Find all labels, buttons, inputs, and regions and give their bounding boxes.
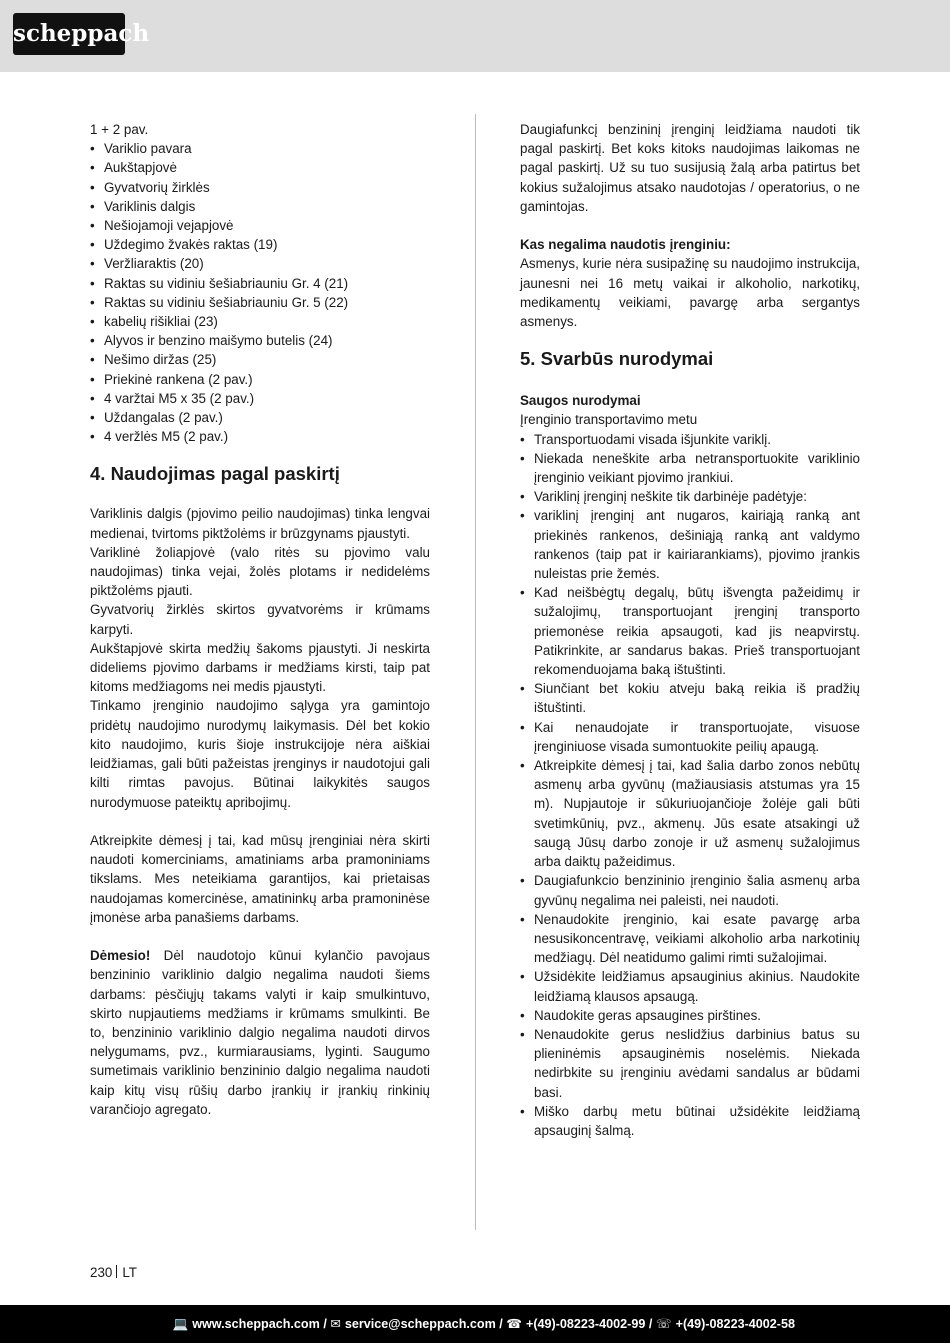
safety-list (520, 430, 860, 1141)
list-item: • Transportuodami visada išjunkite variklį. (520, 430, 860, 449)
attention-text: Dėl naudotojo kūnui kylančio pavojaus benzininio variklinio dalgio negalima naudoti šiems darbams: pėsčiųjų takams valyti ir kaip smulkintuvo, skirto nupjautiems medžiams ir krūmams smulkinti. Be to, benzininio variklinio dalgio negalima naudoti dirvos nelygumams, pvz., kurmiarausiams, lyginti. Saugumo sumetimais variklinio benzininio dalgio negalima naudoti kaip kitų visų rūšių darbo įrankių ir įrankių rinkinių varančiojo agregato. (90, 948, 430, 1117)
list-item: • Nenaudokite įrenginio, kai esate pavargę arba nesusikoncentravę, veikiami alkoholio arba narkotinių medžiagų. Dėl neatidumo galimi rimti sužalojimai. (520, 910, 860, 968)
list-item: • Variklinis dalgis (90, 197, 430, 216)
phone-icon: ☎ (506, 1317, 522, 1331)
footer-separator: / (319, 1317, 331, 1331)
intended-use-paragraph: Aukštapjovė skirta medžių šakoms pjaustyti. Ji neskirta dideliems pjovimo darbams ir medžiams kirsti, taip pat kitoms medžiagoms nei medis pjaustyti. (90, 640, 430, 695)
computer-icon: 💻 (172, 1317, 189, 1331)
fax-icon: ☏ (655, 1317, 672, 1331)
page-header (0, 0, 950, 72)
list-item: • Priekinė rankena (2 pav.) (90, 370, 430, 389)
list-item: • Alyvos ir benzino maišymo butelis (24) (90, 331, 430, 350)
list-item: • Nešiojamoji vejapjovė (90, 216, 430, 235)
list-item: • Raktas su vidiniu šešiabriauniu Gr. 5 (22) (90, 293, 430, 312)
list-item: • 4 veržlės M5 (2 pav.) (90, 427, 430, 446)
restricted-users-text: Asmenys, kurie nėra susipažinę su naudojimo instrukcija, jaunesni nei 16 metų vaikai ir alkoholio, narkotikų, medikamentų veikiami, pavargę arba sergantys asmenys. (520, 256, 860, 330)
footer-fax: +(49)-08223-4002-58 (675, 1317, 795, 1331)
intended-use-paragraph: Tinkamo įrenginio naudojimo sąlyga yra gamintojo pridėtų naudojimo nurodymų laikymasis. Dėl bet kokio kito naudojimo, kuris šioje instrukcijoje nėra aiškiai leidžiamas, gali būti pažeistas įrenginys ir naudotojui gali kilti rimtas pavojus. Būtinai laikykitės saugos nurodymuose pateiktų apribojimų. (90, 698, 430, 810)
list-item: • Daugiafunkcio benzininio įrenginio šalia asmenų arba gyvūnų negalima nei paleisti, nei naudoti. (520, 871, 860, 909)
list-item: • Kai nenaudojate ir transportuojate, visuose įrenginiuose visada sumontuokite peilių apaugą. (520, 718, 860, 756)
footer-website[interactable]: www.scheppach.com (192, 1317, 320, 1331)
column-divider (475, 114, 476, 1230)
page-footer (0, 1305, 950, 1343)
footer-phone: +(49)-08223-4002-99 (525, 1317, 646, 1331)
list-item: • 4 varžtai M5 x 35 (2 pav.) (90, 389, 430, 408)
intended-use-paragraph: Gyvatvorių žirklės skirtos gyvatvorėms ir krūmams karpyti. (90, 602, 430, 637)
section-5-heading: 5. Svarbūs nurodymai (520, 348, 714, 370)
list-item: • Naudokite geras apsaugines pirštines. (520, 1006, 860, 1025)
attention-label: Dėmesio! (90, 948, 151, 964)
footer-separator: / (645, 1317, 656, 1331)
safety-heading (520, 391, 860, 410)
list-item: • Uždangalas (2 pav.) (90, 408, 430, 427)
list-item: • variklinį įrenginį ant nugaros, kairiąją ranką ant priekinės rankenos, dešiniąją ranką ant valdymo rankenos (taip pat ir kairiarankiams), pjovimo įrankis nuleistas prie žemės. (520, 506, 860, 583)
transport-subheading: Įrenginio transportavimo metu (520, 412, 698, 428)
right-column (520, 120, 860, 1140)
list-item: • Niekada neneškite arba netransportuokite variklinio įrenginio veikiant pjovimo įrankiui. (520, 449, 860, 487)
list-item: • Kad neišbėgtų degalų, būtų išvengta pažeidimų ir sužalojimų, transportuojant įrenginį transporto priemonėse reikia apsaugoti, kad jis neapvirstų. Patikrinkite, ar sandarus bakas. Prieš transportuojant rekomenduojama baką ištuštinti. (520, 583, 860, 679)
list-item: • Uždegimo žvakės raktas (19) (90, 235, 430, 254)
list-item: • kabelių rišikliai (23) (90, 312, 430, 331)
page-number (90, 1265, 137, 1280)
page-number-value: 230 (90, 1265, 113, 1280)
list-item: • Siunčiant bet kokiu atveju baką reikia iš pradžių ištuštinti. (520, 679, 860, 717)
page-number-separator (116, 1265, 117, 1278)
list-item: • Variklinį įrenginį neškite tik darbinėje padėtyje: (520, 487, 860, 506)
list-item: • Nešimo diržas (25) (90, 350, 430, 369)
intended-use-paragraph: Variklinė žoliapjovė (valo ritės su pjovimo valu naudojimas) tinka vejai, žolės plotams ir nedidelėms piktžolėms pjauti. (90, 544, 430, 599)
list-item: • Gyvatvorių žirklės (90, 178, 430, 197)
restricted-users-heading (520, 235, 860, 254)
list-item: • Raktas su vidiniu šešiabriauniu Gr. 4 (21) (90, 274, 430, 293)
list-item: • Veržliaraktis (20) (90, 254, 430, 273)
footer-email[interactable]: service@scheppach.com (344, 1317, 496, 1331)
language-code: LT (122, 1265, 137, 1280)
section-4-heading: 4. Naudojimas pagal paskirtį (90, 463, 340, 485)
list-item: • Miško darbų metu būtinai užsidėkite leidžiamą apsauginį šalmą. (520, 1102, 860, 1140)
intended-use-intro: Daugiafunkcį benzininį įrenginį leidžiama naudoti tik pagal paskirtį. Bet koks kitoks naudojimas laikomas ne pagal paskirtį. Už su tuo susijusią žalą arba patirtus bet kokius sužalojimus atsako naudotojas / operatorius, o ne gamintojas. (520, 122, 860, 214)
left-column (90, 120, 430, 1119)
parts-list (90, 139, 430, 446)
intended-use-paragraph: Variklinis dalgis (pjovimo peilio naudojimas) tinka lengvai medienai, tvirtoms piktžolėms ir brūzgynams pjaustyti. (90, 506, 430, 541)
parts-caption: 1 + 2 pav. (90, 122, 149, 137)
safety-heading-text: Saugos nurodymai (520, 393, 641, 409)
list-item: • Atkreipkite dėmesį į tai, kad šalia darbo zonos nebūtų asmenų arba gyvūnų (mažiausiasis atstumas yra 15 m). Nupjautoje ir sūkuriuojančioje žolėje gali būti svetimkūnių, pvz., akmenų. Jūs esate atsakingi už saugą Jūsų darbo zonoje ir už asmenų sužalojimus arba daiktų pažeidimus. (520, 756, 860, 871)
attention-paragraph (90, 946, 430, 1119)
list-item: • Nenaudokite gerus neslidžius darbinius batus su plieninėmis apsauginėmis noselėmis. Niekada nedirbkite su įrenginiu avėdami sandalus ar būdami basi. (520, 1025, 860, 1102)
mail-icon: ✉ (330, 1317, 341, 1331)
footer-separator: / (495, 1317, 507, 1331)
list-item: • Variklio pavara (90, 139, 430, 158)
commercial-use-note: Atkreipkite dėmesį į tai, kad mūsų įrenginiai nėra skirti naudoti komerciniams, amatiniams arba pramoniniams tikslams. Mes neteikiama garantijos, kai prietaisas naudojamas komercinėse, amatininkų arba pramoninėse įmonėse arba panašiems darbams. (90, 832, 430, 925)
list-item: • Užsidėkite leidžiamus apsauginius akinius. Naudokite leidžiamą klausos apsaugą. (520, 967, 860, 1005)
scheppach-logo: scheppach (13, 13, 125, 55)
restricted-users-heading-text: Kas negalima naudotis įrenginiu: (520, 237, 731, 253)
list-item: • Aukštapjovė (90, 158, 430, 177)
